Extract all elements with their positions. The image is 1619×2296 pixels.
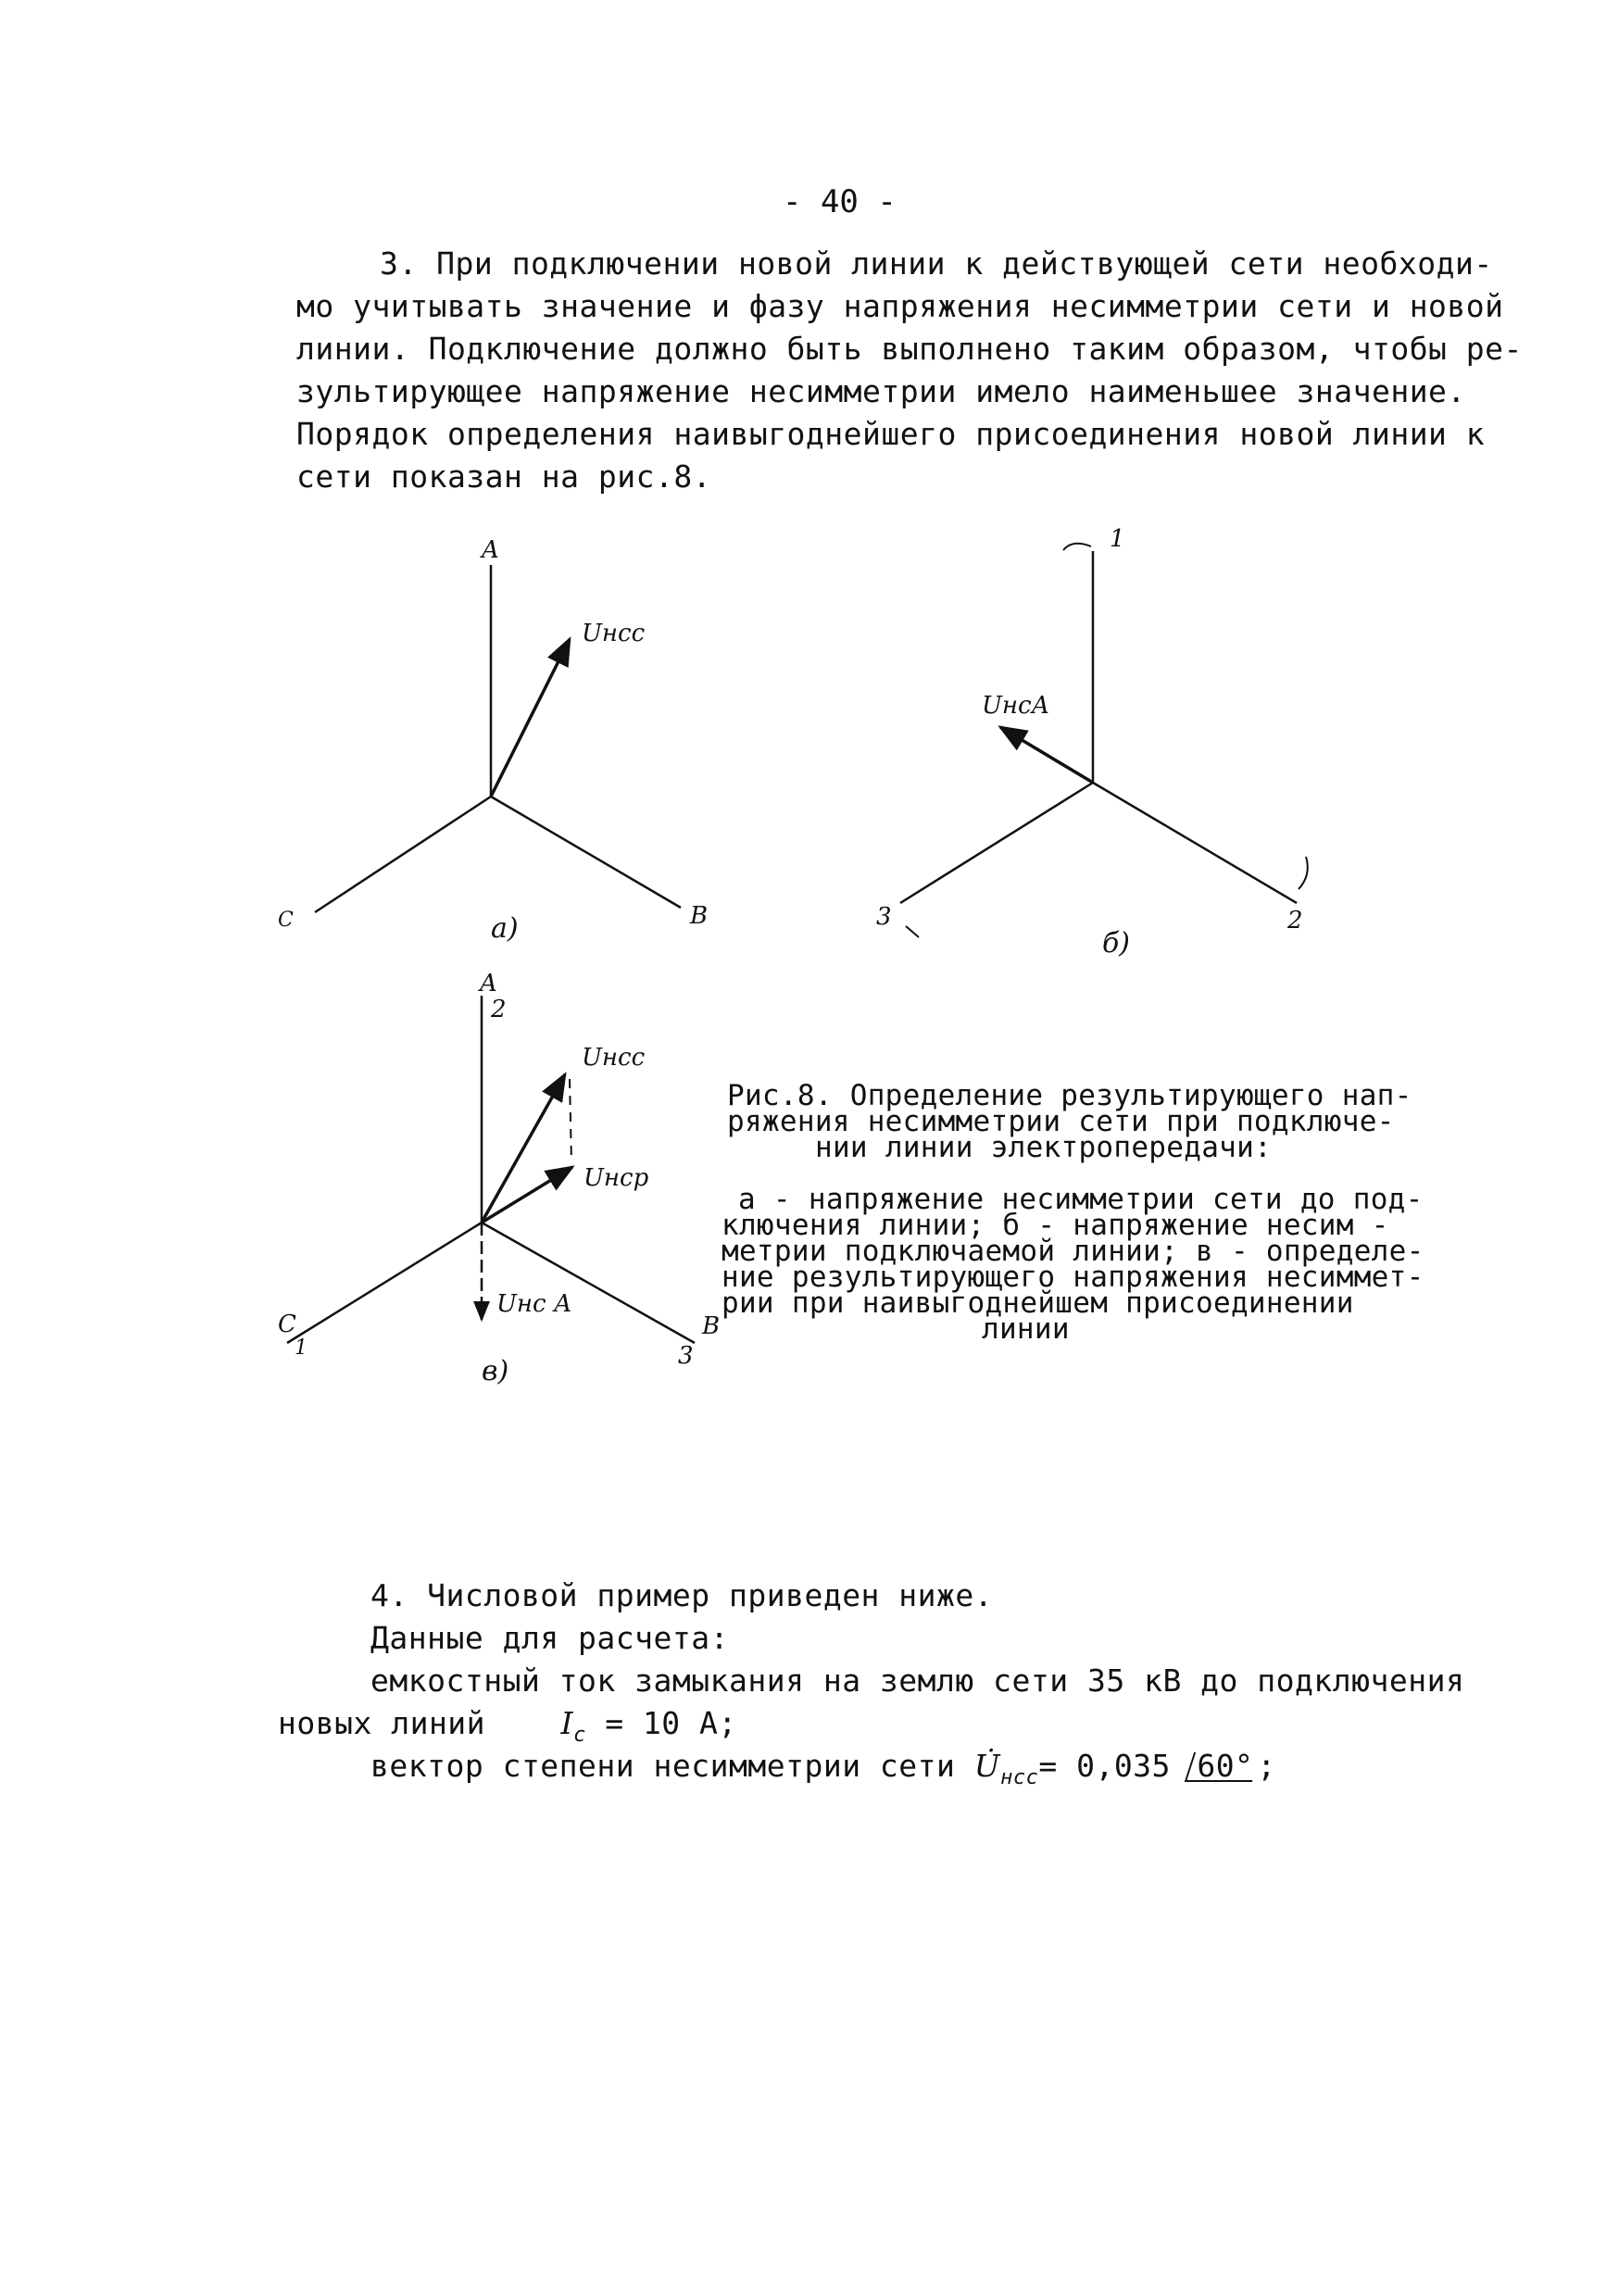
axis-b3 <box>482 1223 695 1343</box>
vector-label-unss: Uнсс <box>582 620 646 647</box>
caption-line: линии <box>982 1312 1070 1346</box>
symbol-i: I <box>560 1705 574 1741</box>
caption-line: а - напряжение несимметрии сети до под- <box>738 1183 1424 1216</box>
rotation-arrow-1 <box>1063 544 1091 550</box>
label-3: 3 <box>678 1342 694 1370</box>
axis-c <box>315 797 491 912</box>
paragraph-3-line: мо учитывать значение и фазу напряжения несимметрии сети и новой <box>296 288 1504 324</box>
caption-line: ние результирующего напряжения несиммет- <box>722 1261 1424 1294</box>
text: ; <box>1257 1748 1276 1784</box>
axis-c1 <box>287 1223 482 1343</box>
label-c: C <box>278 1311 296 1338</box>
vector-unss <box>491 639 570 797</box>
paragraph-3-line: Порядок определения наивыгоднейшего присоединения новой линии к <box>296 416 1486 452</box>
axis-2 <box>1093 783 1297 903</box>
text: новых линий <box>278 1705 486 1741</box>
label-2: 2 <box>491 996 507 1023</box>
paragraph-4-line: 4. Числовой пример приведен ниже. <box>370 1577 994 1613</box>
vector-label-unss: Uнсс <box>582 1044 646 1072</box>
paragraph-4-line: емкостный ток замыкания на землю сети 35 кВ до подключения <box>370 1662 1465 1699</box>
vector-label-unsa: UнсА <box>982 692 1050 720</box>
rotation-arrow-2 <box>1299 857 1308 889</box>
caption-line: ряжения несимметрии сети при подключе- <box>727 1105 1395 1138</box>
angle-symbol: 60° <box>1185 1752 1262 1782</box>
paragraph-4-line <box>278 1702 737 1750</box>
paragraph-3-line: зультирующее напряжение несимметрии имело наименьшее значение. <box>296 373 1466 409</box>
vector-label-unsa: Uнс А <box>496 1290 572 1318</box>
subscript: нсс <box>1000 1766 1039 1789</box>
label-b: B <box>690 902 709 930</box>
figure-a-phasor-diagram <box>259 519 741 963</box>
label-1: 1 <box>1110 525 1125 553</box>
label-3: 3 <box>876 903 892 931</box>
paragraph-3-line: сети показан на рис.8. <box>296 458 712 495</box>
label-a: A <box>480 970 497 997</box>
figure-b-phasor-diagram <box>843 519 1362 982</box>
paragraph-4-line: Данные для расчета: <box>370 1620 729 1656</box>
vector-unsp <box>482 1167 572 1223</box>
paragraph-3-line: линии. Подключение должно быть выполнено таким образом, чтобы ре- <box>296 331 1523 367</box>
subscript: c <box>573 1724 586 1747</box>
label-a: A <box>482 536 499 564</box>
symbol-u: U̇ <box>973 1748 1001 1784</box>
vector-label-unsp: Uнср <box>584 1164 649 1192</box>
caption-line: нии линии электропередачи: <box>815 1131 1273 1164</box>
figure-a-caption: а) <box>491 912 519 945</box>
axis-b <box>491 797 681 908</box>
label-b: B <box>702 1312 721 1340</box>
label-1: 1 <box>295 1336 307 1360</box>
caption-line: Рис.8. Определение результирующего нап- <box>727 1079 1412 1112</box>
label-c: C <box>278 909 294 932</box>
rotation-arrow-3 <box>906 926 919 937</box>
figure-c-phasor-diagram <box>259 972 741 1417</box>
value: = 0,035 <box>1038 1748 1171 1784</box>
text: вектор степени несимметрии сети <box>370 1748 956 1784</box>
figure-b-caption: б) <box>1102 927 1131 960</box>
page-number: - 40 - <box>783 183 897 220</box>
caption-line: ключения линии; б - напряжение несим - <box>722 1209 1389 1242</box>
axis-3 <box>900 783 1093 903</box>
paragraph-3-line: 3. При подключении новой линии к действующей сети необходи- <box>380 245 1493 282</box>
paragraph-4-line <box>370 1745 1276 1792</box>
vector-unss-c <box>482 1074 565 1223</box>
caption-line: рии при наивыгоднейшем присоединении <box>722 1286 1354 1320</box>
dashed-projection <box>570 1079 571 1162</box>
vector-unsa <box>1000 727 1093 783</box>
label-2: 2 <box>1287 907 1303 935</box>
figure-c-caption: в) <box>482 1355 509 1387</box>
text: = 10 А; <box>605 1705 737 1741</box>
caption-line: метрии подключаемой линии; в - определе- <box>722 1235 1424 1268</box>
